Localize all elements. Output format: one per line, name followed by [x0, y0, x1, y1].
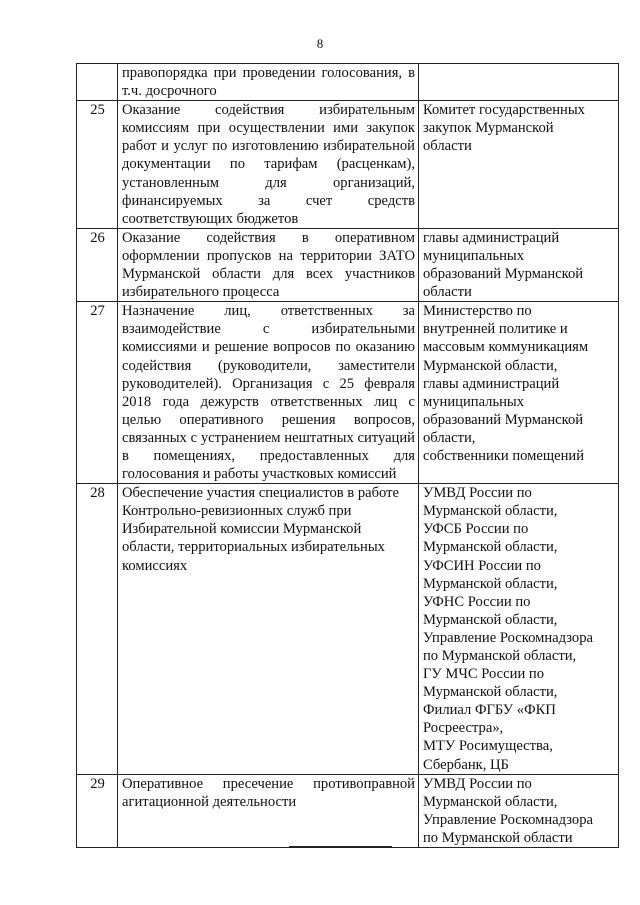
responsible-line: внутренней политике и	[423, 321, 568, 338]
row-number	[77, 64, 118, 101]
responsible-line: по Мурманской области,	[423, 648, 577, 664]
responsible-line: Министерство по	[423, 303, 532, 320]
responsible-line: области	[423, 284, 472, 301]
responsible-line: УФНС России по	[423, 593, 531, 610]
responsible-cell	[419, 228, 619, 301]
measures-table	[76, 63, 619, 848]
table-row	[77, 302, 619, 484]
activity-cell: Обеспечение участия специалистов в работе Контрольно-ревизионных служб при Избирательной комиссии Мурманской области, территориальных избирательных комиссиях	[118, 484, 419, 775]
responsible-line: области	[423, 138, 472, 155]
responsible-line: УМВД России по	[423, 775, 532, 792]
activity-cell: Оказание содействия избирательным комиссиям при осуществлении ими закупок работ и услуг по изготовлению избирательной документации по тарифам (расценкам), установленным для организаций, финансируемых за счет средств соответствующих бюджетов	[118, 101, 419, 229]
responsible-line: главы администраций	[423, 375, 560, 392]
responsible-line: собственники помещений	[423, 447, 585, 464]
row-number: 25	[77, 101, 118, 229]
responsible-line: Росреестра»,	[423, 720, 504, 737]
activity-cell: правопорядка при проведении голосования, в т.ч. досрочного	[118, 64, 419, 101]
responsible-line: Мурманской области,	[423, 793, 558, 810]
responsible-line: области,	[423, 429, 476, 446]
responsible-line: по Мурманской области	[423, 829, 573, 846]
responsible-line: массовым коммуникациям	[423, 339, 589, 356]
responsible-line: Комитет государственных	[423, 102, 585, 119]
responsible-line: УФСИН России по	[423, 557, 541, 574]
responsible-line: закупок Мурманской	[423, 120, 554, 137]
responsible-line: Филиал ФГБУ «ФКП	[423, 702, 556, 719]
table-row	[77, 101, 619, 229]
responsible-line: муниципальных	[423, 247, 525, 264]
responsible-line: Мурманской области,	[423, 575, 558, 592]
responsible-cell	[419, 302, 619, 484]
row-number: 29	[77, 774, 118, 847]
responsible-line: УМВД России по	[423, 485, 532, 502]
responsible-line: МТУ Росимущества,	[423, 738, 553, 755]
row-number: 26	[77, 228, 118, 301]
responsible-line: муниципальных	[423, 393, 525, 410]
responsible-line: Управление Роскомнадзора	[423, 629, 593, 646]
activity-cell: Оперативное пресечение противоправной агитационной деятельности	[118, 774, 419, 847]
responsible-cell	[419, 484, 619, 775]
responsible-line: Сбербанк, ЦБ	[423, 756, 509, 773]
responsible-cell	[419, 64, 619, 101]
page-number: 8	[316, 36, 324, 51]
table-row	[77, 774, 619, 847]
responsible-line: Мурманской области,	[423, 357, 558, 374]
row-number: 28	[77, 484, 118, 775]
responsible-line: образований Мурманской	[423, 411, 584, 428]
row-number: 27	[77, 302, 118, 484]
table-row	[77, 64, 619, 101]
responsible-line: главы администраций	[423, 229, 560, 246]
responsible-line: УФСБ России по	[423, 521, 529, 538]
responsible-line: Мурманской области,	[423, 503, 558, 520]
responsible-line: Мурманской области,	[423, 611, 558, 628]
table-row	[77, 228, 619, 301]
responsible-line: Мурманской области,	[423, 539, 558, 556]
responsible-cell	[419, 774, 619, 847]
responsible-line: ГУ МЧС России по	[423, 666, 545, 683]
responsible-cell	[419, 101, 619, 229]
table-row	[77, 484, 619, 775]
responsible-line: образований Мурманской	[423, 266, 584, 283]
responsible-line: Управление Роскомнадзора	[423, 811, 593, 828]
activity-cell: Оказание содействия в оперативном оформлении пропусков на территории ЗАТО Мурманской области для всех участников избирательного процесса	[118, 228, 419, 301]
responsible-line: Мурманской области,	[423, 684, 558, 701]
footer-rule	[289, 846, 392, 847]
activity-cell: Назначение лиц, ответственных за взаимодействие с избирательными комиссиями и решение вопросов по оказанию содействия (руководители, заместители руководителей). Организация с 25 февраля 2018 года дежурств ответственных лиц с целью оперативного решения вопросов, связанных с устранением нештатных ситуаций в помещениях, предоставленных для голосования и работы участковых комиссий	[118, 302, 419, 484]
